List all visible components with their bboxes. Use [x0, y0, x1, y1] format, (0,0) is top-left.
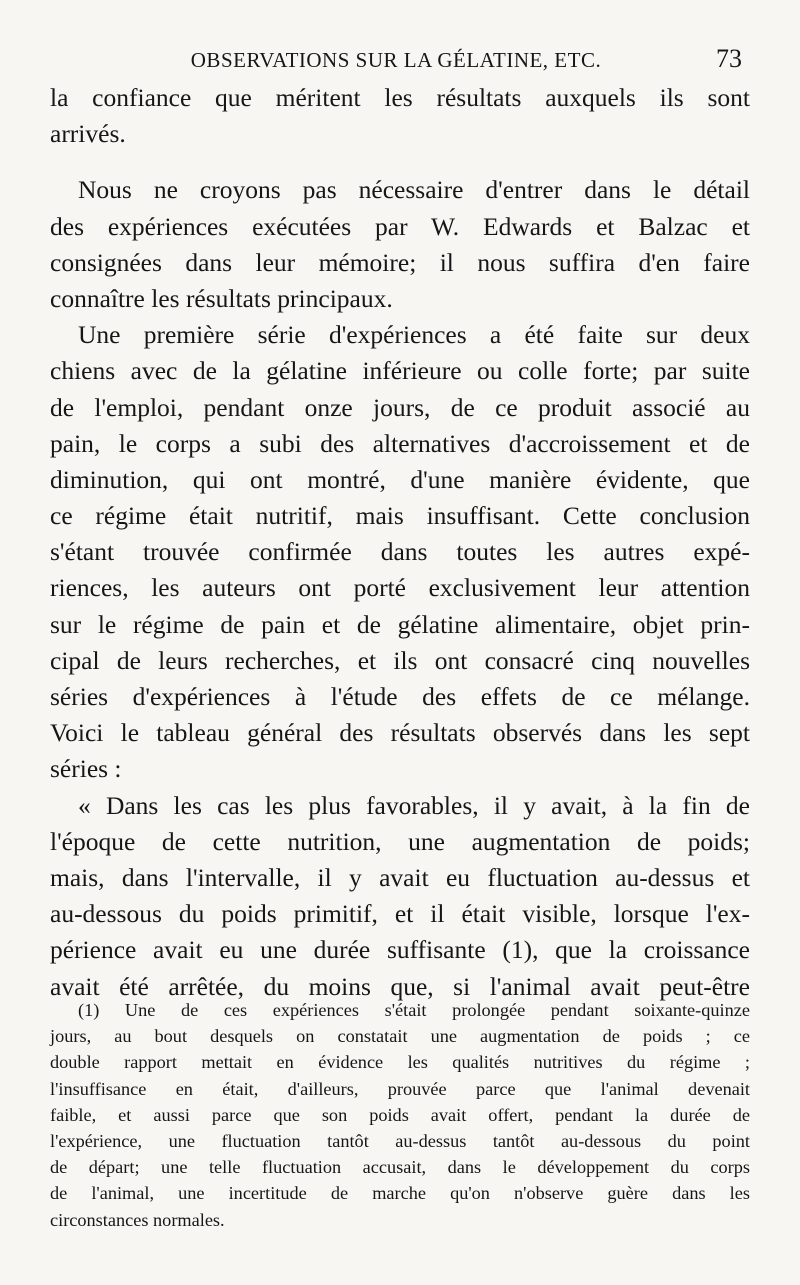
body-text	[50, 80, 750, 1005]
text-line: pain, le corps a subi des alternatives d'accroissement et de	[50, 428, 750, 458]
text-line: arrivés.	[50, 119, 126, 149]
text-line: séries d'expériences à l'étude des effets de ce mélange.	[50, 682, 750, 711]
text-line: consignées dans leur mémoire; il nous suffira d'en faire	[50, 247, 750, 277]
footnote-line: de l'animal, une incertitude de marche qu'on n'observe guère dans les	[50, 1183, 750, 1204]
text-line: connaître les résultats principaux.	[50, 283, 393, 313]
footnote-line: (1) Une de ces expériences s'était prolongée pendant soixante-quinze	[78, 1000, 750, 1020]
footnote-line: de départ; une telle fluctuation accusait, dans le développement du corps	[50, 1157, 750, 1178]
text-line: avait été arrêtée, du moins que, si l'animal avait peut-être	[50, 971, 750, 1001]
text-line: cipal de leurs recherches, et ils ont consacré cinq nouvelles	[50, 645, 750, 675]
footnote-line: faible, et aussi parce que son poids avait offert, pendant la durée de	[50, 1104, 750, 1125]
footnote-line: l'expérience, une fluctuation tantôt au-dessus tantôt au-dessous du point	[50, 1130, 750, 1151]
text-line: diminution, qui ont montré, d'une manière évidente, que	[50, 464, 750, 494]
text-line: des expériences exécutées par W. Edwards et Balzac et	[50, 211, 750, 241]
page-number: 73	[716, 44, 742, 73]
text-line: l'époque de cette nutrition, une augmentation de poids;	[50, 826, 750, 856]
text-line: la confiance que méritent les résultats auxquels ils sont	[50, 83, 750, 112]
text-line: séries :	[50, 754, 122, 784]
footnote-line: double rapport mettait en évidence les qualités nutritives du régime ;	[50, 1052, 750, 1073]
text-line: Une première série d'expériences a été faite sur deux	[78, 320, 750, 350]
text-line: Voici le tableau général des résultats observés dans les sept	[50, 718, 750, 748]
text-line: ce régime était nutritif, mais insuffisant. Cette conclusion	[50, 501, 750, 531]
text-line: s'étant trouvée confirmée dans toutes les autres expé-	[50, 537, 750, 567]
text-line: « Dans les cas les plus favorables, il y avait, à la fin de	[78, 790, 750, 820]
text-line: de l'emploi, pendant onze jours, de ce produit associé au	[50, 392, 750, 422]
text-line: périence avait eu une durée suffisante (1), que la croissance	[50, 935, 750, 965]
page-header	[50, 44, 742, 74]
footnote-line: jours, au bout desquels on constatait une augmentation de poids ; ce	[50, 1026, 750, 1047]
running-head: OBSERVATIONS SUR LA GÉLATINE, ETC.	[190, 48, 602, 72]
footnote	[50, 997, 750, 1233]
footnote-line: l'insuffisance en était, d'ailleurs, prouvée parce que l'animal devenait	[50, 1078, 750, 1099]
text-line: chiens avec de la gélatine inférieure ou colle forte; par suite	[50, 356, 750, 386]
footnote-line: circonstances normales.	[50, 1209, 225, 1230]
text-line: Nous ne croyons pas nécessaire d'entrer dans le détail	[78, 175, 750, 205]
text-line: riences, les auteurs ont porté exclusivement leur attention	[50, 573, 750, 603]
text-line: mais, dans l'intervalle, il y avait eu fluctuation au-dessus et	[50, 862, 750, 892]
text-line: sur le régime de pain et de gélatine alimentaire, objet prin-	[50, 609, 750, 639]
text-line: au-dessous du poids primitif, et il était visible, lorsque l'ex-	[50, 899, 750, 929]
